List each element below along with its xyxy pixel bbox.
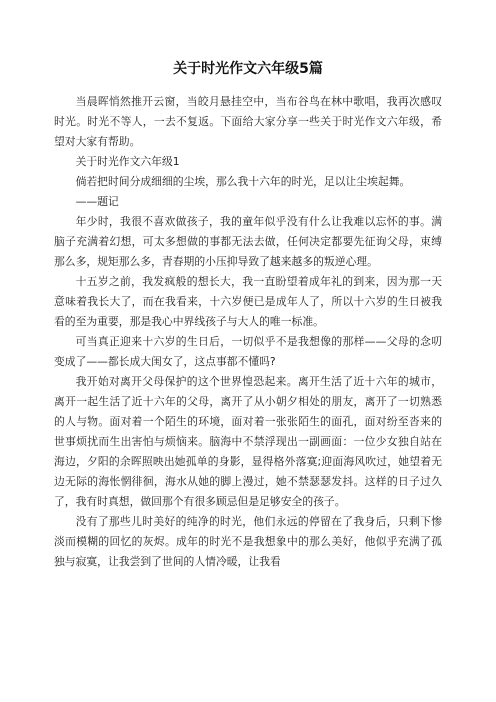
body-paragraph: 十五岁之前，我发疯般的想长大，我一直盼望着成年礼的到来，因为那一天意味着我长大了，而在我看来，十六岁便已是成年人了，所以十六岁的生日被我看的至为重要，那是我心中界线孩子与大人的唯一标准。 (54, 275, 442, 328)
document-title: 关于时光作文六年级5篇 (173, 61, 323, 77)
body-paragraph: 我开始对离开父母保护的这个世界惶恐起来。离开生活了近十六年的城市，离开一起生活了近十六年的父母，离开了从小朝夕相处的朋友，离开了一切熟悉的人与物。面对着一个陌生的环境，面对着一张张陌生的面孔，面对纷至沓来的世事烦扰而生出害怕与烦恼来。脑海中不禁浮现出一副画面：一位少女独自站在海边，夕阳的余晖照映出她孤单的身影，显得格外落寞;迎面海风吹过，她望着无边无际的海怅惘徘徊，海水从她的脚上漫过，她不禁瑟瑟发抖。这样的日子过久了，我有时真想，做回那个有很多顾忌但是足够安全的孩子。 (54, 375, 442, 508)
intro-paragraph: 当晨晖悄然推开云窗，当皎月悬挂空中，当布谷鸟在林中歌唱，我再次感叹时光。时光不等人，一去不复返。下面给大家分享一些关于时光作文六年级，希望对大家有帮助。 (54, 95, 442, 148)
body-paragraph: 年少时，我很不喜欢做孩子，我的童年似乎没有什么让我难以忘怀的事。满脑子充满着幻想，可太多想做的事都无法去做，任何决定都要先征询父母，束缚那么多，规矩那么多，青春期的小压抑导致了越来越多的叛逆心理。 (54, 215, 442, 268)
section-heading: 关于时光作文六年级1 (75, 155, 180, 168)
body-paragraph: 没有了那些儿时美好的纯净的时光，他们永远的停留在了我身后，只剩下惨淡而模糊的回忆的灰烬。成年的时光不是我想象中的那么美好，他似乎充满了孤独与寂寞，让我尝到了世间的人情冷暖，让我看 (54, 515, 442, 568)
epigraph-label: ——题记 (75, 195, 119, 208)
body-paragraph: 倘若把时间分成细细的尘埃，那么我十六年的时光，足以让尘埃起舞。 (75, 175, 411, 188)
body-paragraph: 可当真正迎来十六岁的生日后，一切似乎不是我想像的那样——父母的念叨变成了——都长成大闺女了，这点事都不懂吗? (54, 335, 442, 368)
